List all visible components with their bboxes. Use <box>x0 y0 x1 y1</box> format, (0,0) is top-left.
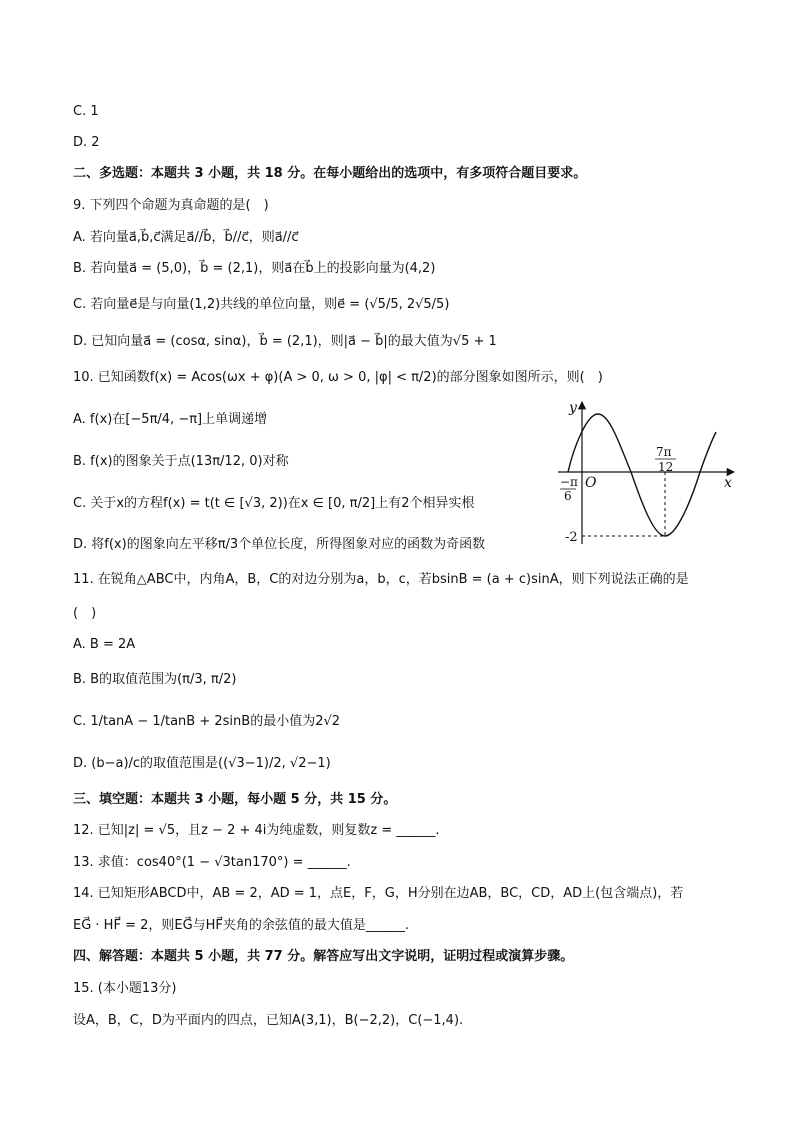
option-c: C. 1 <box>73 104 99 119</box>
q11-option-a: A. B = 2A <box>73 637 136 652</box>
question-9: 9. 下列四个命题为真命题的是( ) <box>73 198 269 213</box>
left-zero-numerator: −π <box>560 475 578 489</box>
question-15-text: 设A，B，C，D为平面内的四点，已知A(3,1)，B(−2,2)，C(−1,4). <box>73 1013 464 1028</box>
section-fill-in: 三、填空题：本题共 3 小题，每小题 5 分，共 15 分。 <box>73 792 397 807</box>
question-10: 10. 已知函数f(x) = Acos(ωx + φ)(A > 0, ω > 0, |φ| < π/2)的部分图象如图所示，则( ) <box>73 370 603 385</box>
left-zero-denominator: 6 <box>564 489 572 503</box>
q9-option-b: B. 若向量a⃗ = (5,0)，b⃗ = (2,1)，则a⃗在b⃗上的投影向量为(4,2) <box>73 261 436 276</box>
q10-option-c: C. 关于x的方程f(x) = t(t ∈ [√3, 2))在x ∈ [0, π/2]上有2个相异实根 <box>73 496 475 511</box>
question-11-paren: ( ) <box>73 606 97 621</box>
question-15: 15. (本小题13分) <box>73 981 177 996</box>
q9-option-a: A. 若向量a⃗,b⃗,c⃗满足a⃗//b⃗，b⃗//c⃗，则a⃗//c⃗ <box>73 230 299 245</box>
q10-option-a: A. f(x)在[−5π/4, −π]上单调递增 <box>73 412 268 427</box>
section-answer: 四、解答题：本题共 5 小题，共 77 分。解答应写出文字说明，证明过程或演算步骤。 <box>73 949 574 964</box>
min-value-label: -2 <box>565 530 578 545</box>
question-14: 14. 已知矩形ABCD中，AB = 2，AD = 1，点E，F，G，H分别在边AB，BC，CD，AD上(包含端点)，若 <box>73 886 684 901</box>
question-13: 13. 求值：cos40°(1 − √3tan170°) = ______. <box>73 855 351 870</box>
q11-option-d: D. (b−a)/c的取值范围是((√3−1)/2, √2−1) <box>73 756 331 771</box>
q10-option-b: B. f(x)的图象关于点(13π/12, 0)对称 <box>73 454 289 469</box>
question-12: 12. 已知|z| = √5，且z − 2 + 4i为纯虚数，则复数z = ______. <box>73 823 440 838</box>
origin-label: O <box>585 475 597 491</box>
q10-option-d: D. 将f(x)的图象向左平移π/3个单位长度，所得图象对应的函数为奇函数 <box>73 537 486 552</box>
option-d: D. 2 <box>73 135 100 150</box>
y-label: y <box>569 400 577 416</box>
question-14-cont: EG⃗ · HF⃗ = 2，则EG⃗与HF⃗夹角的余弦值的最大值是______. <box>73 918 410 933</box>
section-multiple-choice: 二、多选题：本题共 3 小题，共 18 分。在每小题给出的选项中，有多项符合题目要求。 <box>73 166 587 181</box>
q11-option-b: B. B的取值范围为(π/3, π/2) <box>73 672 237 687</box>
question-11: 11. 在锐角△ABC中，内角A，B，C的对边分别为a，b，c，若bsinB = (a + c)sinA，则下列说法正确的是 <box>73 572 689 587</box>
right-point-denominator: 12 <box>658 460 674 474</box>
q11-option-c: C. 1/tanA − 1/tanB + 2sinB的最小值为2√2 <box>73 714 341 729</box>
function-graph <box>552 396 742 548</box>
q9-option-d: D. 已知向量a⃗ = (cosα, sinα)，b⃗ = (2,1)，则|a⃗ − b⃗|的最大值为√5 + 1 <box>73 334 497 349</box>
x-label: x <box>724 475 732 491</box>
right-point-numerator: 7π <box>656 445 672 459</box>
q9-option-c: C. 若向量e⃗是与向量(1,2)共线的单位向量，则e⃗ = (√5/5, 2√5/5) <box>73 297 450 312</box>
